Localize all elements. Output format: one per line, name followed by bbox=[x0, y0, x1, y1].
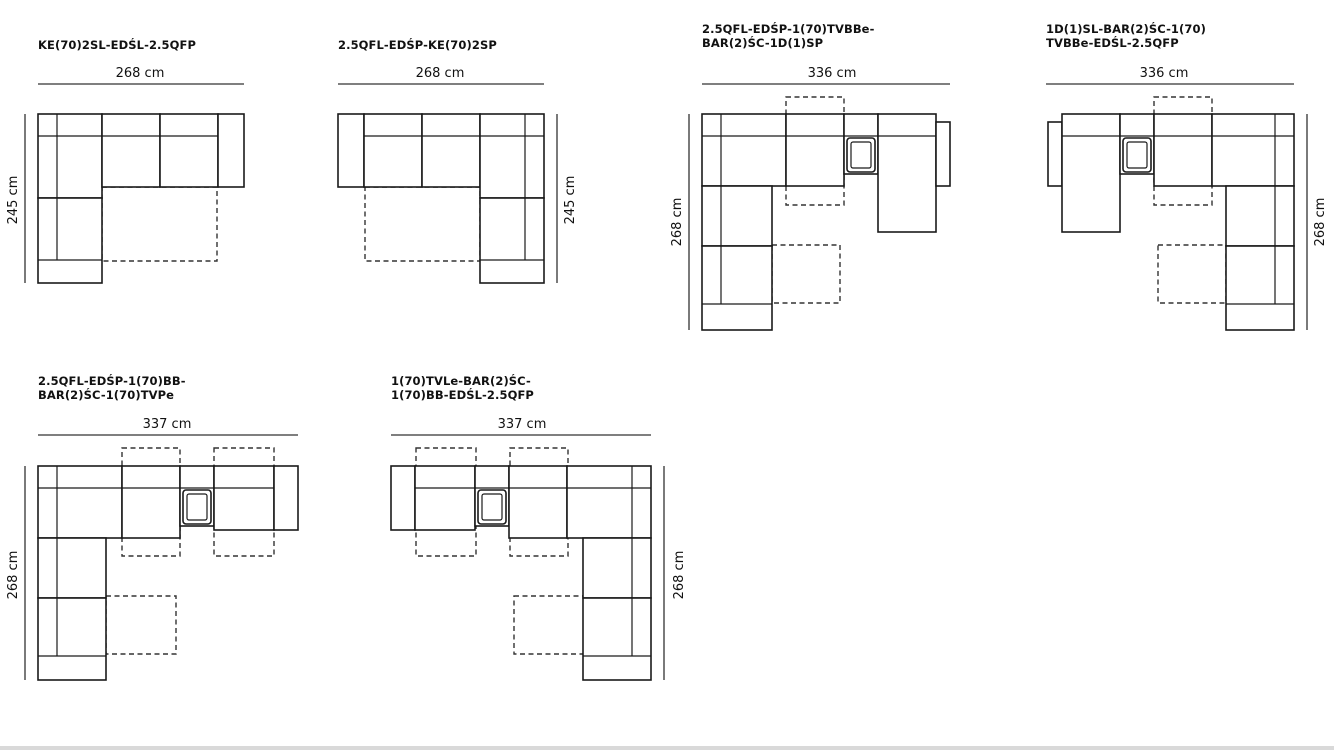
footer-divider bbox=[0, 746, 1334, 750]
config-5-title: 2.5QFL-EDŚP-1(70)BB- BAR(2)ŚC-1(70)TVPe bbox=[38, 374, 186, 402]
config-3-depth-label: 268 cm bbox=[670, 197, 685, 247]
config-6-title: 1(70)TVLe-BAR(2)ŚC- 1(70)BB-EDŚL-2.5QFP bbox=[391, 374, 534, 402]
config-3-width-label: 336 cm bbox=[807, 66, 857, 81]
config-3-title: 2.5QFL-EDŚP-1(70)TVBBe- BAR(2)ŚC-1D(1)SP bbox=[702, 22, 875, 50]
config-2-diagram bbox=[338, 84, 557, 283]
config-6-width-label: 337 cm bbox=[497, 417, 547, 432]
config-6-depth-label: 268 cm bbox=[672, 550, 687, 600]
config-4-diagram bbox=[1046, 84, 1307, 330]
config-4-width-label: 336 cm bbox=[1139, 66, 1189, 81]
config-1-title: KE(70)2SL-EDŚL-2.5QFP bbox=[38, 38, 196, 52]
config-2-depth-label: 245 cm bbox=[563, 175, 578, 225]
config-2-title: 2.5QFL-EDŚP-KE(70)2SP bbox=[338, 38, 497, 52]
config-1-depth-label: 245 cm bbox=[6, 175, 21, 225]
config-3-diagram bbox=[689, 84, 950, 330]
config-5-width-label: 337 cm bbox=[142, 417, 192, 432]
config-4-title: 1D(1)SL-BAR(2)ŚC-1(70) TVBBe-EDŚL-2.5QFP bbox=[1046, 22, 1206, 50]
config-1-diagram bbox=[25, 84, 244, 283]
config-2-width-label: 268 cm bbox=[415, 66, 465, 81]
config-5-depth-label: 268 cm bbox=[6, 550, 21, 600]
config-4-depth-label: 268 cm bbox=[1313, 197, 1328, 247]
config-1-width-label: 268 cm bbox=[115, 66, 165, 81]
config-5-diagram bbox=[25, 435, 298, 680]
config-6-diagram bbox=[391, 435, 664, 680]
